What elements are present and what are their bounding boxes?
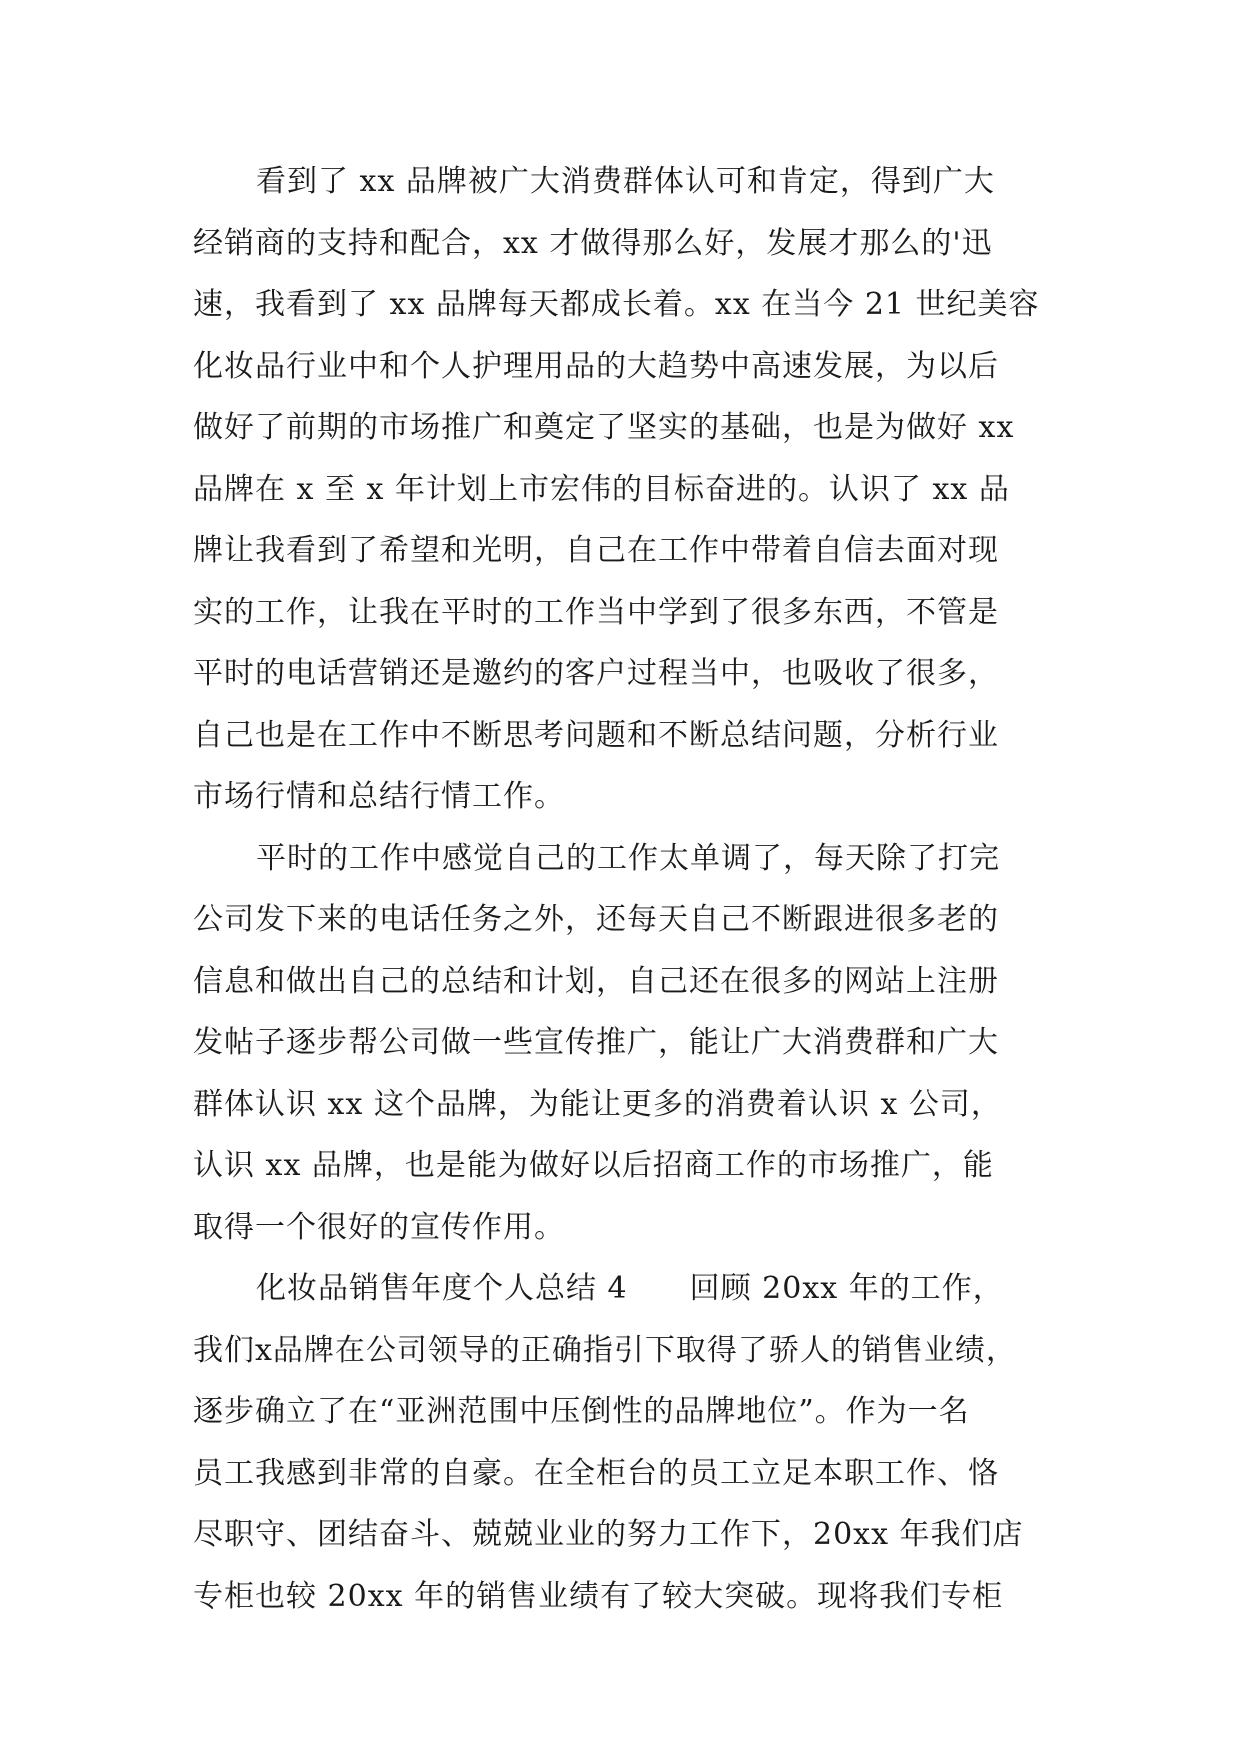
paragraph-line: 信息和做出自己的总结和计划，自己还在很多的网站上注册 — [193, 963, 999, 999]
paragraph-line: 公司发下来的电话任务之外，还每天自己不断跟进很多老的 — [193, 902, 999, 937]
paragraph-line: 认识 xx 品牌，也是能为做好以后招商工作的市场推广，能 — [193, 1148, 994, 1183]
paragraph-line: 逐步确立了在“亚洲范围中压倒性的品牌地位”。作为一名 — [193, 1394, 970, 1429]
paragraph-line: 我们x品牌在公司领导的正确指引下取得了骄人的销售业绩， — [193, 1332, 1017, 1368]
paragraph-line: 看到了 xx 品牌被广大消费群体认可和肯定，得到广大 — [256, 164, 995, 199]
paragraph-line: 实的工作，让我在平时的工作当中学到了很多东西，不管是 — [193, 594, 999, 630]
paragraph-line: 发帖子逐步帮公司做一些宣传推广，能让广大消费群和广大 — [193, 1025, 999, 1060]
paragraph-line: 平时的工作中感觉自己的工作太单调了，每天除了打完 — [256, 840, 1000, 876]
paragraph-line: 员工我感到非常的自豪。在全柜台的员工立足本职工作、恪 — [193, 1455, 999, 1491]
paragraph-line: 取得一个很好的宣传作用。 — [193, 1209, 565, 1245]
paragraph-line: 经销商的支持和配合，xx 才做得那么好，发展才那么的'迅 — [193, 225, 993, 261]
paragraph-line: 群体认识 xx 这个品牌，为能让更多的消费着认识 x 公司， — [193, 1086, 1002, 1122]
paragraph-line: 自己也是在工作中不断思考问题和不断总结问题，分析行业 — [193, 717, 999, 753]
paragraph-line: 速，我看到了 xx 品牌每天都成长着。xx 在当今 21 世纪美容 — [193, 287, 1040, 322]
paragraph-line: 市场行情和总结行情工作。 — [193, 779, 565, 814]
body-text — [193, 158, 1073, 1634]
paragraph-line: 专柜也较 20xx 年的销售业绩有了较大突破。现将我们专柜 — [193, 1578, 1004, 1614]
paragraph-line: 平时的电话营销还是邀约的客户过程当中，也吸收了很多， — [193, 656, 999, 691]
paragraph-line: 牌让我看到了希望和光明，自己在工作中带着自信去面对现 — [193, 533, 999, 568]
paragraph-line: 化妆品销售年度个人总结 4 回顾 20xx 年的工作， — [256, 1271, 1004, 1306]
paragraph-line: 做好了前期的市场推广和奠定了坚实的基础，也是为做好 xx — [193, 410, 1015, 445]
paragraph-line: 化妆品行业中和个人护理用品的大趋势中高速发展，为以后 — [193, 348, 999, 384]
paragraph-line: 品牌在 x 至 x 年计划上市宏伟的目标奋进的。认识了 xx 品 — [193, 471, 1010, 507]
paragraph-line: 尽职守、团结奋斗、兢兢业业的努力工作下，20xx 年我们店 — [193, 1517, 1024, 1552]
